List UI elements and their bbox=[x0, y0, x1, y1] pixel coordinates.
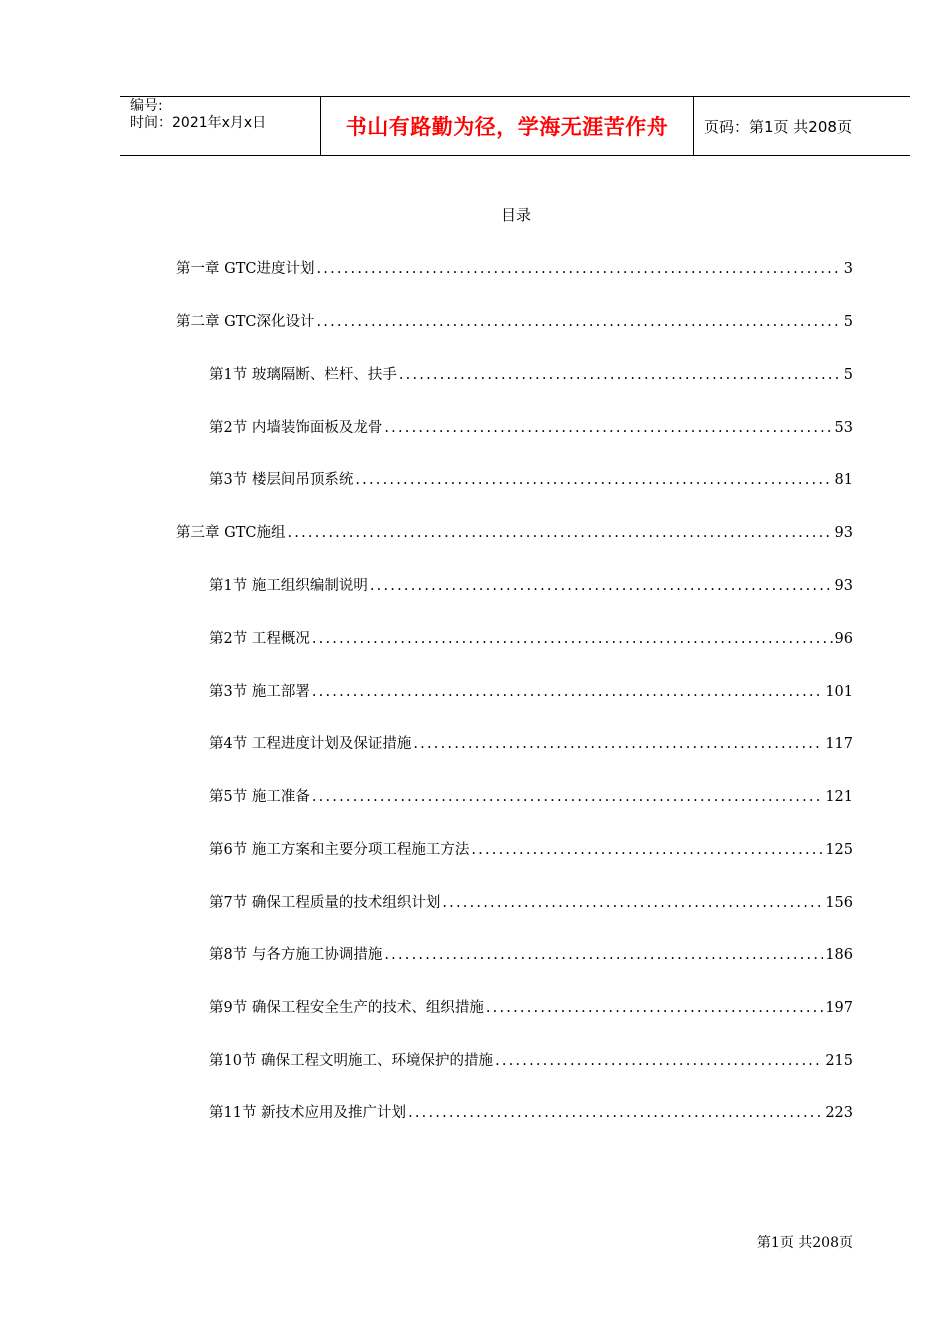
toc-entry-label: 第5节 施工准备 bbox=[209, 789, 310, 805]
toc-entry[interactable] bbox=[209, 416, 853, 438]
toc-entry-label: 第8节 与各方施工协调措施 bbox=[209, 947, 383, 963]
toc-leader bbox=[312, 684, 823, 700]
toc-leader bbox=[312, 789, 823, 805]
toc-entry-page: 223 bbox=[825, 1105, 853, 1121]
page-footer: 第1页 共208页 bbox=[756, 1235, 853, 1251]
toc-entry-label: 第一章 GTC进度计划 bbox=[176, 261, 315, 277]
toc-entry-label: 第4节 工程进度计划及保证措施 bbox=[209, 736, 412, 752]
toc-entry[interactable] bbox=[209, 1049, 853, 1071]
header-page-cell bbox=[694, 97, 910, 155]
toc-entry-label: 第11节 新技术应用及推广计划 bbox=[209, 1105, 407, 1121]
toc-entry-page: 81 bbox=[834, 472, 853, 488]
toc-entry[interactable] bbox=[209, 996, 853, 1018]
toc-entry-label: 第10节 确保工程文明施工、环境保护的措施 bbox=[209, 1053, 494, 1069]
toc-entry[interactable] bbox=[209, 891, 853, 913]
toc-entry-label: 第9节 确保工程安全生产的技术、组织措施 bbox=[209, 1000, 484, 1016]
page-header bbox=[120, 96, 910, 156]
header-page-number: 页码：第1页 共208页 bbox=[704, 117, 852, 136]
toc-leader bbox=[355, 472, 832, 488]
toc-entry-label: 第3节 施工部署 bbox=[209, 684, 310, 700]
toc-leader bbox=[384, 420, 832, 436]
toc-entry[interactable] bbox=[209, 627, 853, 649]
toc-leader bbox=[408, 1105, 823, 1121]
toc-entry-label: 第6节 施工方案和主要分项工程施工方法 bbox=[209, 842, 470, 858]
toc-entry-page: 93 bbox=[834, 578, 853, 594]
toc-entry-page: 5 bbox=[843, 367, 853, 383]
toc-entry[interactable] bbox=[176, 310, 853, 332]
toc-title: 目录 bbox=[500, 206, 531, 224]
toc-leader bbox=[413, 736, 823, 752]
toc-leader bbox=[287, 525, 832, 541]
toc-entry-page: 53 bbox=[834, 420, 853, 436]
toc-entry-label: 第7节 确保工程质量的技术组织计划 bbox=[209, 895, 441, 911]
toc-entry-page: 197 bbox=[825, 1000, 853, 1016]
toc-entry[interactable] bbox=[209, 785, 853, 807]
toc-entry-page: 101 bbox=[825, 684, 853, 700]
toc-entry-label: 第3节 楼层间吊顶系统 bbox=[209, 472, 354, 488]
toc-entry-page: 186 bbox=[825, 947, 853, 963]
toc-entry-page: 117 bbox=[825, 736, 853, 752]
toc-leader bbox=[316, 314, 841, 330]
toc-entry[interactable] bbox=[176, 257, 853, 279]
toc-leader bbox=[486, 1000, 823, 1016]
toc-entry[interactable] bbox=[209, 574, 853, 596]
toc-entry[interactable] bbox=[209, 363, 853, 385]
toc-leader bbox=[495, 1053, 823, 1069]
document-time-label: 时间：2021年x月x日 bbox=[130, 115, 267, 131]
header-meta bbox=[120, 97, 321, 155]
toc-entry-page: 121 bbox=[825, 789, 853, 805]
toc-leader bbox=[471, 842, 823, 858]
toc-entry[interactable] bbox=[176, 521, 853, 543]
header-motto-cell bbox=[321, 97, 694, 155]
header-motto: 书山有路勤为径，学海无涯苦作舟 bbox=[345, 115, 669, 139]
toc-leader bbox=[370, 578, 833, 594]
toc-entry-page: 3 bbox=[843, 261, 853, 277]
toc-leader bbox=[316, 261, 841, 277]
toc-entry-page: 96 bbox=[834, 631, 853, 647]
toc-entry[interactable] bbox=[209, 1101, 853, 1123]
toc-entry-label: 第1节 玻璃隔断、栏杆、扶手 bbox=[209, 367, 397, 383]
toc-entry-page: 215 bbox=[825, 1053, 853, 1069]
toc-entry-label: 第2节 工程概况 bbox=[209, 631, 310, 647]
toc-entry-page: 5 bbox=[843, 314, 853, 330]
toc-entry-label: 第二章 GTC深化设计 bbox=[176, 314, 315, 330]
toc-leader bbox=[442, 895, 823, 911]
toc-entry-page: 156 bbox=[825, 895, 853, 911]
toc-entry[interactable] bbox=[209, 468, 853, 490]
toc-leader bbox=[399, 367, 842, 383]
toc-leader bbox=[312, 631, 833, 647]
toc-entry-label: 第2节 内墙装饰面板及龙骨 bbox=[209, 420, 383, 436]
toc-entry-label: 第1节 施工组织编制说明 bbox=[209, 578, 368, 594]
toc-entry[interactable] bbox=[209, 943, 853, 965]
toc-entry-label: 第三章 GTC施组 bbox=[176, 525, 286, 541]
toc-entry[interactable] bbox=[209, 838, 853, 860]
toc-entry[interactable] bbox=[209, 732, 853, 754]
toc-entry-page: 125 bbox=[825, 842, 853, 858]
toc-entry[interactable] bbox=[209, 680, 853, 702]
document-number-label: 编号: bbox=[130, 98, 163, 114]
toc-leader bbox=[384, 947, 823, 963]
toc-entry-page: 93 bbox=[834, 525, 853, 541]
